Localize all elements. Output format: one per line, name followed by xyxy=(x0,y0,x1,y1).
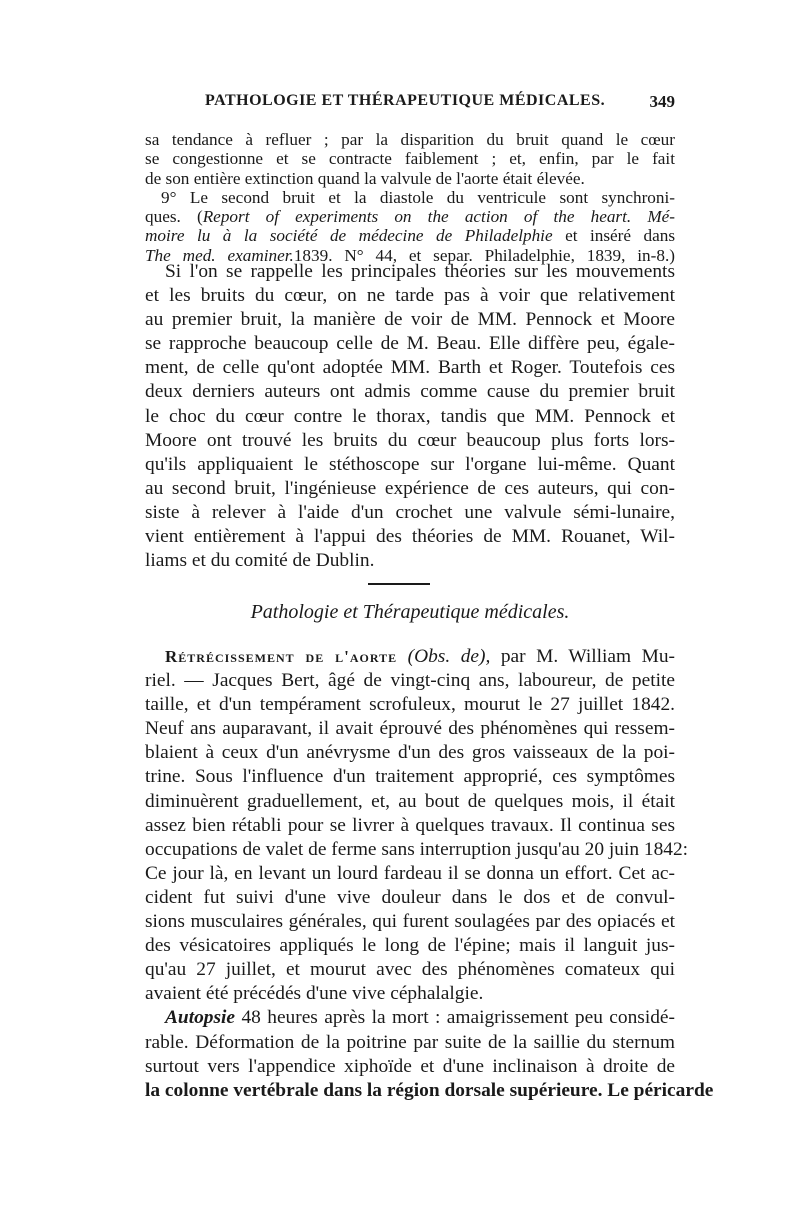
article-heading-line: Rétrécissement de l'aorte (Obs. de), par M. William Mu- xyxy=(165,646,675,667)
text-line: riel. — Jacques Bert, âgé de vingt-cinq ans, laboureur, de petite xyxy=(145,670,675,692)
paragraph-theories xyxy=(145,260,675,573)
autopsie-label: Autopsie xyxy=(165,1007,236,1029)
text-line: se congestionne et se contracte faiblement ; et, enfin, par le fait xyxy=(145,149,675,169)
text-line: Neuf ans auparavant, il avait éprouvé des phénomènes qui ressem- xyxy=(145,718,675,740)
section-divider xyxy=(368,583,430,585)
text-line: siste à relever à l'aide d'un crochet une valvule sémi-lunaire, xyxy=(145,501,675,523)
text-line: occupations de valet de ferme sans interruption jusqu'au 20 juin 1842: xyxy=(145,838,689,860)
article-heading: Rétrécissement de l'aorte xyxy=(165,647,398,666)
text-line: de son entière extinction quand la valvule de l'aorte était élevée. xyxy=(145,168,585,188)
text-line: au second bruit, l'ingénieuse expérience de ces auteurs, qui con- xyxy=(145,477,675,499)
text-line: trine. Sous l'influence d'un traitement approprié, ces symptômes xyxy=(145,766,675,788)
page-header xyxy=(145,92,675,118)
text-line: des vésicatoires appliqués le long de l'épine; mais il languit jus- xyxy=(145,935,675,957)
text-line: Autopsie 48 heures après la mort : amaigrissement peu considé- xyxy=(165,1007,675,1029)
text-line: moire lu à la société de médecine de Philadelphie et inséré dans xyxy=(145,226,676,246)
text-line: blaient à ceux d'un anévrysme d'un des gros vaisseaux de la poi- xyxy=(145,742,675,764)
text-line: avaient été précédés d'une vive céphalalgie. xyxy=(145,983,484,1005)
text-line: deux derniers auteurs ont admis comme cause du premier bruit xyxy=(145,381,675,403)
text-line: qu'au 27 juillet, et mourut avec des phénomènes comateux qui xyxy=(145,959,675,981)
text-line: Moore ont trouvé les bruits du cœur beaucoup plus forts lors- xyxy=(145,429,675,451)
text-line: sions musculaires générales, qui furent soulagées par des opiacés et xyxy=(145,911,675,933)
text-line: surtout vers l'appendice xiphoïde et d'une inclinaison à droite de xyxy=(145,1055,675,1077)
text-line: ques. (Report of experiments on the action of the heart. Mé- xyxy=(145,207,676,227)
text-line: se rapproche beaucoup celle de M. Beau. Elle diffère peu, égale- xyxy=(145,333,675,355)
running-title: PATHOLOGIE ET THÉRAPEUTIQUE MÉDICALES. xyxy=(205,92,606,109)
text-line: taille, et d'un tempérament scrofuleux, mourut le 27 juillet 1842. xyxy=(145,694,675,716)
text-line: le choc du cœur contre le thorax, tandis que MM. Pennock et xyxy=(145,405,675,427)
text-line: au premier bruit, la manière de voir de MM. Pennock et Moore xyxy=(145,309,675,331)
text-line: assez bien rétabli pour se livrer à quelques travaux. Il continua ses xyxy=(145,814,675,836)
text-line: qu'ils appliquaient le stéthoscope sur l'organe lui-même. Quant xyxy=(145,453,675,475)
text-line: et les bruits du cœur, on ne tarde pas à voir que relativement xyxy=(145,285,675,307)
text-line: vient entièrement à l'appui des théories de MM. Rouanet, Wil- xyxy=(145,526,675,548)
text-line: la colonne vertébrale dans la région dorsale supérieure. Le péricarde xyxy=(145,1079,714,1101)
text-line: rable. Déformation de la poitrine par suite de la saillie du sternum xyxy=(145,1031,675,1053)
text-line: ment, de celle qu'ont adoptée MM. Barth et Roger. Toutefois ces xyxy=(145,357,675,379)
section-title: Pathologie et Thérapeutique médicales. xyxy=(250,601,570,623)
text-line: The med. examiner.1839. N° 44, et separ. Philadelphie, 1839, in-8.) xyxy=(145,245,675,265)
article-aortic-stenosis xyxy=(145,645,714,1103)
text-line: liams et du comité de Dublin. xyxy=(145,550,375,572)
page-number: 349 xyxy=(649,92,675,111)
text-line: Ce jour là, en levant un lourd fardeau il se donna un effort. Cet ac- xyxy=(145,862,675,884)
footnote-block xyxy=(145,130,675,265)
text-line: sa tendance à refluer ; par la disparition du bruit quand le cœur xyxy=(145,130,675,149)
text-line: diminuèrent graduellement, et, au bout de quelques mois, il était xyxy=(145,790,675,812)
text-line: cident fut suivi d'une vive douleur dans le dos et de convul- xyxy=(145,886,675,908)
text-line: Si l'on se rappelle les principales théories sur les mouvements xyxy=(165,261,675,282)
text-line: 9° Le second bruit et la diastole du ventricule sont synchroni- xyxy=(161,187,675,207)
